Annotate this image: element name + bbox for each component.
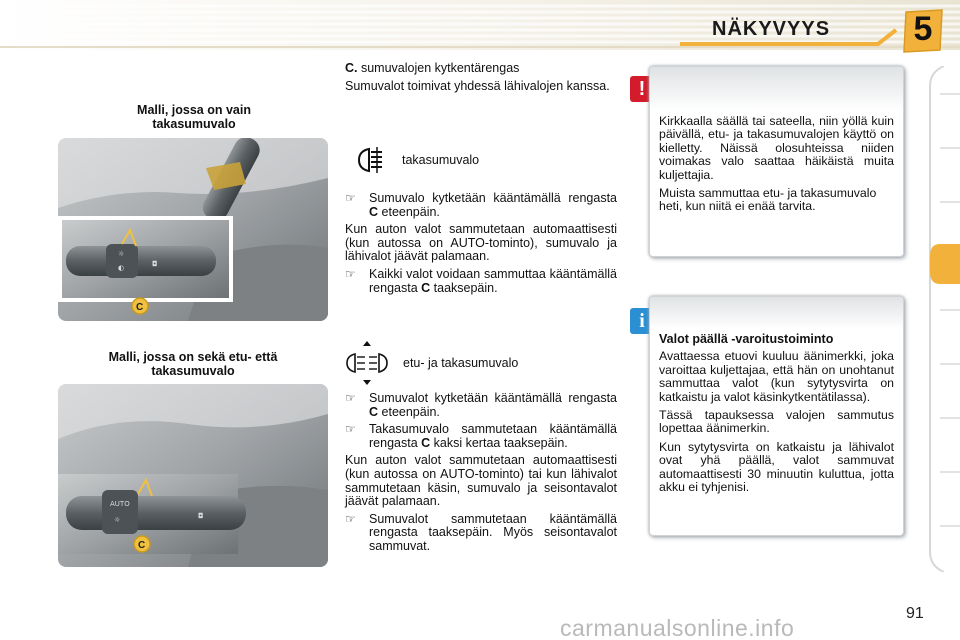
stalk-photo-front-rear-fog — [58, 384, 328, 567]
warning-icon: ! — [630, 76, 654, 102]
front-rear-fog-symbol-row — [345, 340, 518, 386]
rear-fog-section: ☞ Sumuvalo kytketään kääntämällä rengasta C eteenpäin. Kun auton valot sammutetaan automaattisesti (kun autossa on AUTO-tominto), sumuvalo ja lähivalot jäävät palamaan. ☞ Kaikki valot voidaan sammuttaa kääntämällä rengasta C taaksepäin. — [345, 191, 617, 295]
intro-label: C. — [345, 61, 358, 75]
pointer-icon: ☞ — [345, 266, 356, 281]
info-title: Valot päällä -varoitustoiminto — [659, 332, 834, 346]
rear-fog-paragraph: Kun auton valot sammutetaan automaattisesti (kun autossa on AUTO-tominto), sumuvalo ja lähivalot jäävät palamaan. — [345, 222, 617, 264]
warning-box — [649, 66, 904, 257]
info-paragraph-1: Avattaessa etuovi kuuluu äänimerkki, joka varoittaa kuljettajaa, että hän on unohtanut sammuttaa valot (kun sytytysvirta on katkaistu ja valot käsinkytkentätilassa). — [659, 349, 894, 404]
page-number: 91 — [906, 605, 924, 622]
info-icon: i — [630, 308, 654, 334]
svg-text:AUTO: AUTO — [110, 500, 130, 508]
section-title: NÄKYVYYS — [712, 18, 831, 40]
front-rear-fog-section: ☞ Sumuvalot kytketään kääntämällä rengasta C eteenpäin. ☞ Takasumuvalo sammutetaan kääntämällä rengasta C kaksi kertaa taaksepäin. Kun auton valot sammutetaan automaattisesti (kun autossa on AUTO-tominto) tai kun lähivalot sammutetaan käsin, sumuvalo ja seisontavalot jäävät palamaan. ☞ Sumuvalot sammutetaan kääntämällä rengasta taaksepäin. Myös seisontavalot sammuvat. — [345, 391, 617, 553]
svg-text:◘: ◘ — [152, 260, 158, 268]
warning-paragraph-2: Muista sammuttaa etu- ja takasumuvalo heti, kun niitä ei enää tarvita. — [659, 186, 877, 214]
svg-text:◘: ◘ — [198, 512, 204, 520]
watermark: carmanualsonline.info — [560, 615, 795, 640]
ring-c-label: C — [138, 540, 146, 551]
intro-block — [345, 62, 617, 97]
chapter-side-tabs — [928, 66, 960, 572]
svg-text:☼: ☼ — [118, 250, 125, 258]
chapter-number: 5 — [913, 10, 933, 48]
front-rear-fog-label: etu- ja takasumuvalo — [403, 356, 519, 370]
svg-text:◐: ◐ — [118, 264, 125, 272]
front-rear-fog-light-icon — [345, 340, 389, 386]
info-box — [649, 296, 904, 536]
model2-heading: Malli, jossa on sekä etu- että takasumuvalo — [108, 350, 278, 378]
svg-text:☼: ☼ — [114, 516, 121, 524]
info-paragraph-2: Tässä tapauksessa valojen sammutus lopettaa äänimerkin. — [659, 408, 894, 436]
pointer-icon: ☞ — [345, 391, 356, 405]
rear-fog-symbol-row — [355, 143, 479, 177]
front-rear-fog-paragraph: Kun auton valot sammutetaan automaattisesti (kun autossa on AUTO-tominto) tai kun lähivalot sammutetaan käsin, sumuvalo ja seisontavalot jäävät palamaan. — [345, 453, 617, 509]
intro-paragraph: Sumuvalot toimivat yhdessä lähivalojen kanssa. — [345, 78, 610, 93]
rear-fog-label: takasumuvalo — [402, 153, 480, 167]
intro-text: sumuvalojen kytkentärengas — [360, 61, 520, 75]
rear-fog-light-icon — [355, 143, 385, 177]
info-paragraph-3: Kun sytytysvirta on katkaistu ja lähivalot ovat yhä päällä, valot sammuvat automaattisesti 30 minuutin kuluttua, jotta akku ei tyhjenisi. — [659, 439, 894, 495]
pointer-icon: ☞ — [345, 191, 356, 205]
warning-paragraph-1: Kirkkaalla säällä tai sateella, niin yöllä kuin päivällä, etu- ja takasumuvalojen käyttö on kielletty. Näissä olosuhteissa niiden voimakas valo saattaa häikäistä muita kuljettajia. — [659, 114, 894, 182]
stalk-photo-rear-fog — [58, 138, 328, 321]
ring-c-label: C — [136, 302, 144, 313]
pointer-icon: ☞ — [345, 511, 356, 526]
model1-heading: Malli, jossa on vain takasumuvalo — [137, 103, 251, 131]
pointer-icon: ☞ — [345, 422, 356, 437]
